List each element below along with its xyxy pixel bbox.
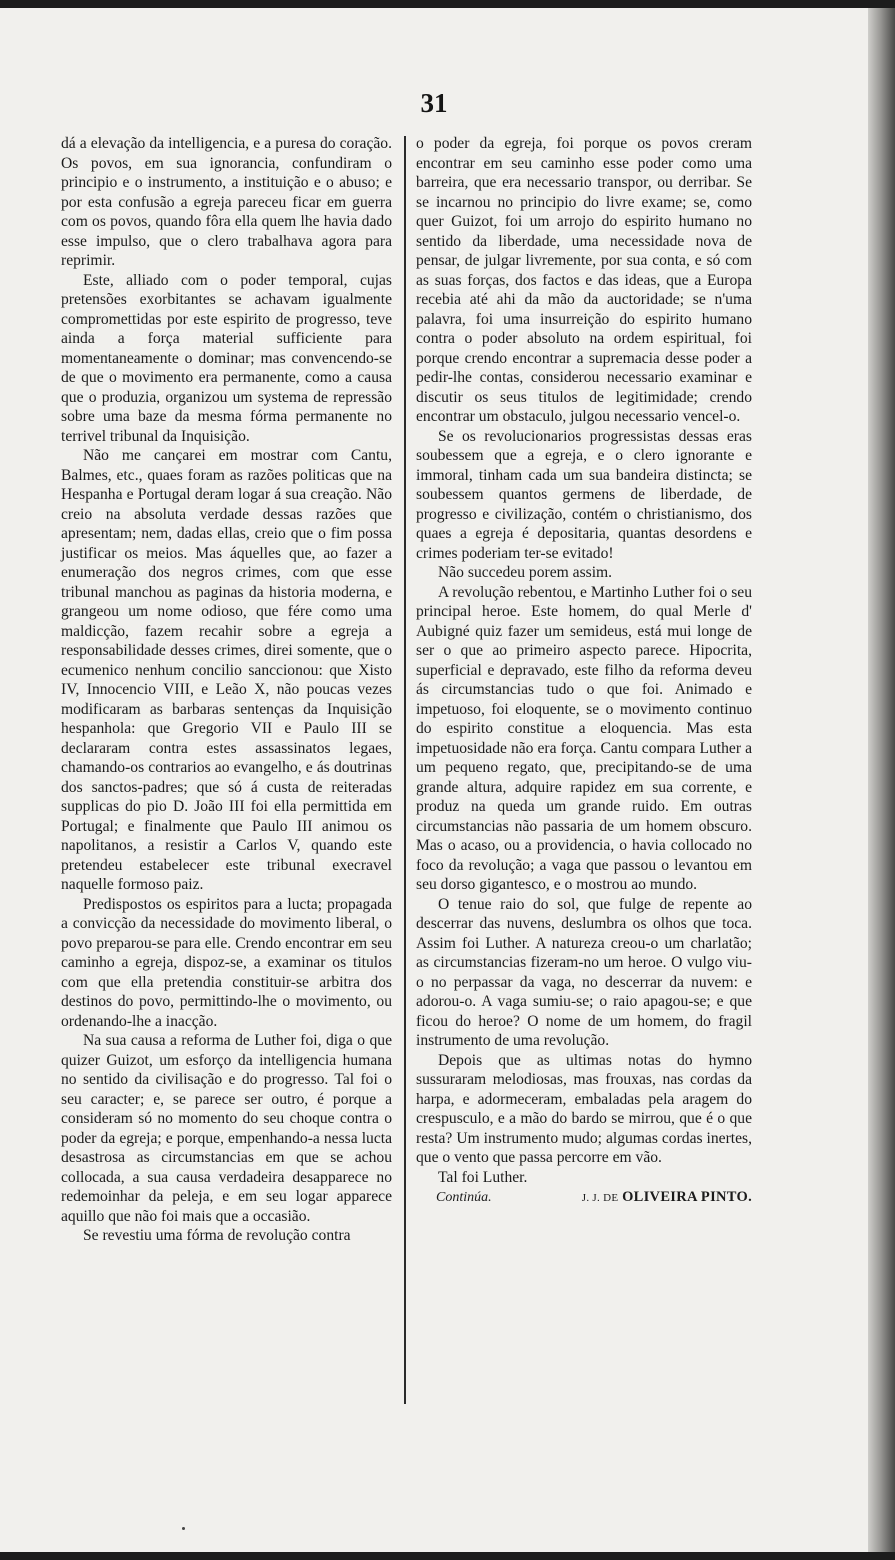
right-column: [416, 134, 752, 1209]
right-paragraph-2: Se os revolucionarios progressistas dessas eras soubessem que a egreja, e o clero ignorante e immoral, tinham cada um sua bandeira distincta; se soubessem quantos germens de liberdade, de progresso e civilização, contém o christianismo, dos quaes a egreja é depositaria, quantas desordens e crimes poderiam ter-se evitado!: [416, 427, 752, 562]
author-initials: J. J. DE: [581, 1192, 619, 1204]
page-number: 31: [420, 88, 448, 118]
continued-label: Continúa.: [436, 1190, 492, 1205]
paper-speck: [182, 1527, 185, 1530]
right-paragraph-7: Tal foi Luther.: [438, 1168, 528, 1186]
right-paragraph-5: O tenue raio do sol, que fulge de repente ao descerrar das nuvens, deslumbra os olhos que toca. Assim foi Luther. A natureza creou-o um charlatão; as circumstancias fizeram-no um heroe. O vulgo viu-o no perpassar da vaga, no descerrar da nuvem: e adorou-o. A vaga sumiu-se; o raio apagou-se; e que ficou do heroe? O nome de um homem, do fragil instrumento de uma revolução.: [416, 895, 752, 1049]
right-paragraph-4: A revolução rebentou, e Martinho Luther foi o seu principal heroe. Este homem, do qual Merle d' Aubigné quiz fazer um semideus, está mui longe de ser o que ao primeiro aspecto parece. Hipocrita, superficial e depravado, este filho da reforma deveu ás circumstancias tudo o que foi. Animado e impetuoso, foi eloquente, se o movimento continuo do espirito constitue a eloquencia. Mas esta impetuosidade não era força. Cantu compara Luther a um pequeno regato, que, precipitando-se de uma grande altura, adquire rapidez em sua corrente, e produz na queda um grande ruido. Em outras circumstancias não passaria de um homem obscuro. Mas o acaso, ou a providencia, o havia collocado no foco da revolução; a vaga que passou o levantou em seu dorso gigantesco, e o mostrou ao mundo.: [416, 583, 752, 893]
author-byline: [582, 1187, 752, 1209]
right-paragraph-1: o poder da egreja, foi porque os povos creram encontrar em seu caminho esse poder como uma barreira, que era necessario transpor, ou derribar. Se se incarnou no principio do livre exame; se, como quer Guizot, foi um arrojo do espirito humano no sentido da liberdade, uma necessidade nova de pensar, de julgar livremente, por sua conta, e só com as suas forças, dos factos e das ideas, que a Europa recebia até ahi da mão da auctoridade; se n'uma palavra, foi uma insurreição do espirito humano contra o poder absoluto na ordem espiritual, foi porque crendo encontrar a supremacia desse poder a pedir-lhe contas, considerou necessario examinar e discutir os seus titulos de legitimidade; crendo encontrar um obstaculo, julgou necessario vencel-o.: [416, 135, 752, 425]
left-paragraph-3: Não me cançarei em mostrar com Cantu, Balmes, etc., quaes foram as razões politicas que na Hespanha e Portugal deram logar á sua creação. Não creio na absoluta verdade dessas razões que apresentam; nem, dadas ellas, creio que o fim possa justificar os meios. Mas áquelles que, ao fazer a enumeração dos negros crimes, com que esse tribunal manchou as paginas da historia moderna, e grangeou um nome odioso, que fére como uma maldicção, fazem recahir sobre a egreja a responsabilidade desses crimes, direi somente, que o ecumenico nenhum concilio sanccionou: que Xisto IV, Innocencio VIII, e Leão X, não poucas vezes modificaram as barbaras sentenças da Inquisição hespanhola: que Gregorio VII e Paulo III se declararam contra estes assassinatos legaes, chamando-os contrarios ao evangelho, e ás doutrinas dos sanctos-padres; que só á custa de reiteradas supplicas do pio D. João III foi ella permittida em Portugal; e finalmente que Paulo III animou os napolitanos, a resistir a Carlos V, quando este pretendeu estabelecer este tribunal execravel naquelle formoso paiz.: [61, 447, 392, 893]
book-spine-shadow: [868, 8, 895, 1552]
left-paragraph-4: Predispostos os espiritos para a lucta; propagada a convicção da necessidade do movimento liberal, o povo preparou-se para elle. Crendo encontrar em seu caminho a egreja, dispoz-se, a examinar os titulos com que ella pretendia constituir-se arbitra dos destinos do povo, permittindo-lhe o movimento, ou ordenando-lhe a inacção.: [61, 895, 392, 1030]
author-name: OLIVEIRA PINTO.: [622, 1189, 752, 1205]
article-signature: [416, 1187, 752, 1209]
left-column: [61, 134, 392, 1246]
right-paragraph-3: Não succedeu porem assim.: [438, 564, 613, 581]
left-paragraph-5: Na sua causa a reforma de Luther foi, diga o que quizer Guizot, um esforço da intelligencia humana no sentido da civilisação e do progresso. Tal foi o seu caracter; e, se parece ser outro, é porque a consideram só no momento do seu choque contra o poder da egreja; e porque, empenhando-a nessa lucta desastrosa as circumstancias em que se achou collocada, a sua causa verdadeira desapparece no redemoinhar da peleja, e em seu logar apparece aquillo que não foi mais que a occasião.: [61, 1032, 392, 1225]
left-paragraph-1: dá a elevação da intelligencia, e a puresa do coração. Os povos, em sua ignorancia, confundiram o principio e o instrumento, a instituição e o abuso; e por esta confusão a egreja pareceu ficar em guerra com os povos, quando fôra ella quem lhe havia dado esse impulso, que o clero trabalhava agora para reprimir.: [61, 135, 392, 269]
left-paragraph-2: Este, alliado com o poder temporal, cujas pretensões exorbitantes se achavam igualmente compromettidas por este espirito de progresso, teve ainda a força material sufficiente para momentaneamente o dominar; mas convencendo-se de que o movimento era permanente, como a causa que o produzia, organizou um systema de repressão sobre uma baze da mesma fórma permanente no terrivel tribunal da Inquisição.: [61, 271, 392, 445]
left-paragraph-6: Se revestiu uma fórma de revolução contra: [83, 1227, 351, 1244]
right-paragraph-6: Depois que as ultimas notas do hymno sussuraram melodiosas, mas frouxas, nas cordas da harpa, e adormeceram, embaladas pela aragem do crespusculo, e a mão do bardo se mirrou, que é o que resta? Um instrumento mudo; algumas cordas inertes, que o vento que passa percorre em vão.: [416, 1051, 752, 1166]
column-divider: [404, 136, 406, 1404]
